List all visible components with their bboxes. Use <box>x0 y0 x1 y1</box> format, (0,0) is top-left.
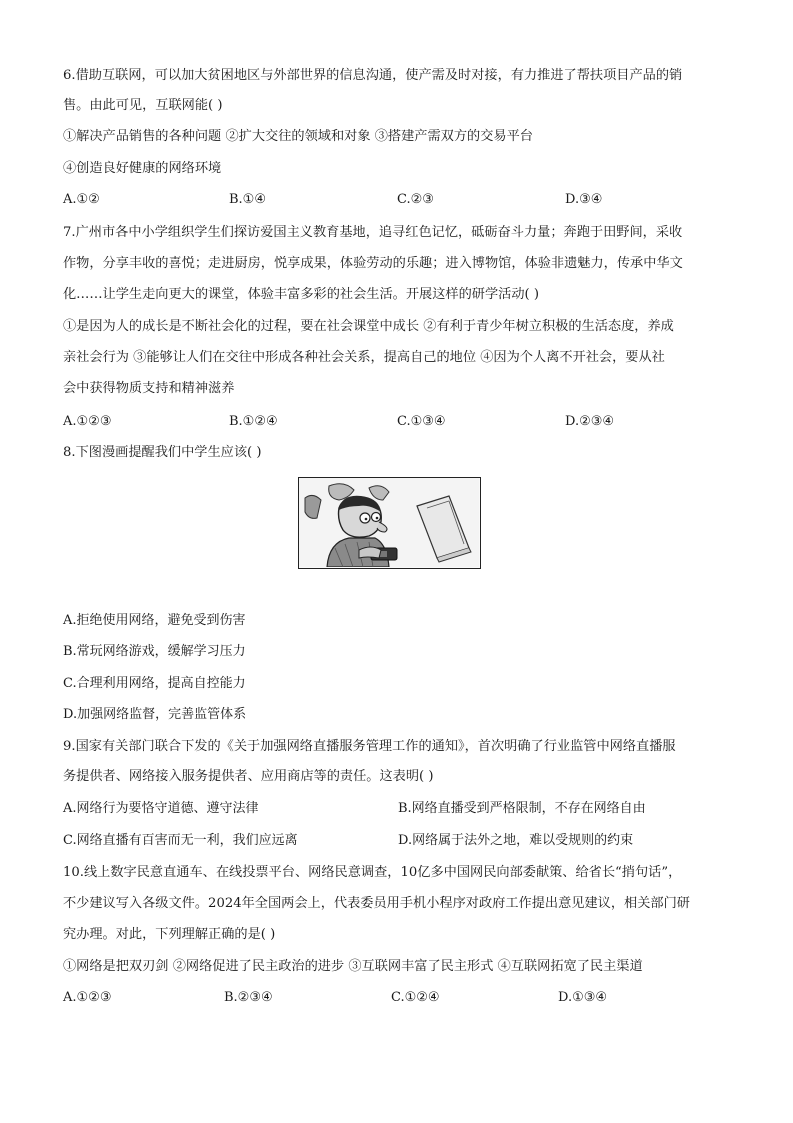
q9-option-c: C.网络直播有百害而无一利，我们应远离 <box>63 833 298 848</box>
q8-option-c: C.合理利用网络，提高自控能力 <box>63 676 246 691</box>
q8-option-d: D.加强网络监督，完善监管体系 <box>63 707 247 722</box>
q9-stem-line2: 务提供者、网络接入服务提供者、应用商店等的责任。这表明( ) <box>63 769 434 784</box>
q7-items-line1: ①是因为人的成长是不断社会化的过程，要在社会课堂中成长 ②有利于青少年树立积极的生活态度，养成 <box>63 319 674 334</box>
q6-option-c: C.②③ <box>397 192 434 207</box>
q8-stem: 8.下图漫画提醒我们中学生应该( ) <box>63 445 262 460</box>
q7-option-c: C.①③④ <box>397 414 446 429</box>
q6-option-b: B.①④ <box>229 192 266 207</box>
q6-items-line1: ①解决产品销售的各种问题 ②扩大交往的领域和对象 ③搭建产需双方的交易平台 <box>63 129 533 144</box>
q7-items-line3: 会中获得物质支持和精神滋养 <box>63 381 235 396</box>
q6-items-line2: ④创造良好健康的网络环境 <box>63 161 222 176</box>
q10-option-b: B.②③④ <box>224 990 273 1005</box>
q7-stem-line1: 7.广州市各中小学组织学生们探访爱国主义教育基地，追寻红色记忆，砥砺奋斗力量；奔跑于田野间，采收 <box>63 225 683 240</box>
q7-stem-line3: 化……让学生走向更大的课堂，体验丰富多彩的社会生活。开展这样的研学活动( ) <box>63 287 540 302</box>
q9-option-b: B.网络直播受到严格限制，不存在网络自由 <box>398 801 646 816</box>
q6-option-d: D.③④ <box>565 192 603 207</box>
q8-option-a: A.拒绝使用网络，避免受到伤害 <box>63 613 246 628</box>
q10-items-line1: ①网络是把双刃剑 ②网络促进了民主政治的进步 ③互联网丰富了民主形式 ④互联网拓宽了民主渠道 <box>63 959 643 974</box>
q10-option-a: A.①②③ <box>63 990 112 1005</box>
q10-option-d: D.①③④ <box>558 990 608 1005</box>
q7-option-b: B.①②④ <box>229 414 278 429</box>
q7-option-d: D.②③④ <box>565 414 615 429</box>
q6-stem-line2: 售。由此可见，互联网能( ) <box>63 98 223 113</box>
q7-option-a: A.①②③ <box>63 414 112 429</box>
q9-option-a: A.网络行为要恪守道德、遵守法律 <box>63 801 259 816</box>
q7-stem-line2: 作物，分享丰收的喜悦；走进厨房，悦享成果，体验劳动的乐趣；进入博物馆，体验非遗魅力，传承中华文 <box>63 256 683 271</box>
q10-option-c: C.①②④ <box>391 990 440 1005</box>
cartoon-image <box>298 477 481 569</box>
q7-items-line2: 亲社会行为 ③能够让人们在交往中形成各种社会关系，提高自己的地位 ④因为个人离不开社会，要从社 <box>63 350 665 365</box>
q6-option-a: A.①② <box>63 192 100 207</box>
q10-stem-line3: 究办理。对此，下列理解正确的是( ) <box>63 927 276 942</box>
q8-option-b: B.常玩网络游戏，缓解学习压力 <box>63 644 246 659</box>
q9-option-d: D.网络属于法外之地，难以受规则的约束 <box>398 833 634 848</box>
q9-stem-line1: 9.国家有关部门联合下发的《关于加强网络直播服务管理工作的通知》，首次明确了行业监管中网络直播服 <box>63 739 676 754</box>
q10-stem-line2: 不少建议写入各级文件。2024年全国两会上，代表委员用手机小程序对政府工作提出意见建议，相关部门研 <box>63 896 690 911</box>
q10-stem-line1: 10.线上数字民意直通车、在线投票平台、网络民意调查，10亿多中国网民向部委献策、给省长“捎句话”， <box>63 865 682 880</box>
cartoon-drawing <box>299 478 479 567</box>
q6-stem-line1: 6.借助互联网，可以加大贫困地区与外部世界的信息沟通，使产需及时对接，有力推进了帮扶项目产品的销 <box>63 68 683 83</box>
